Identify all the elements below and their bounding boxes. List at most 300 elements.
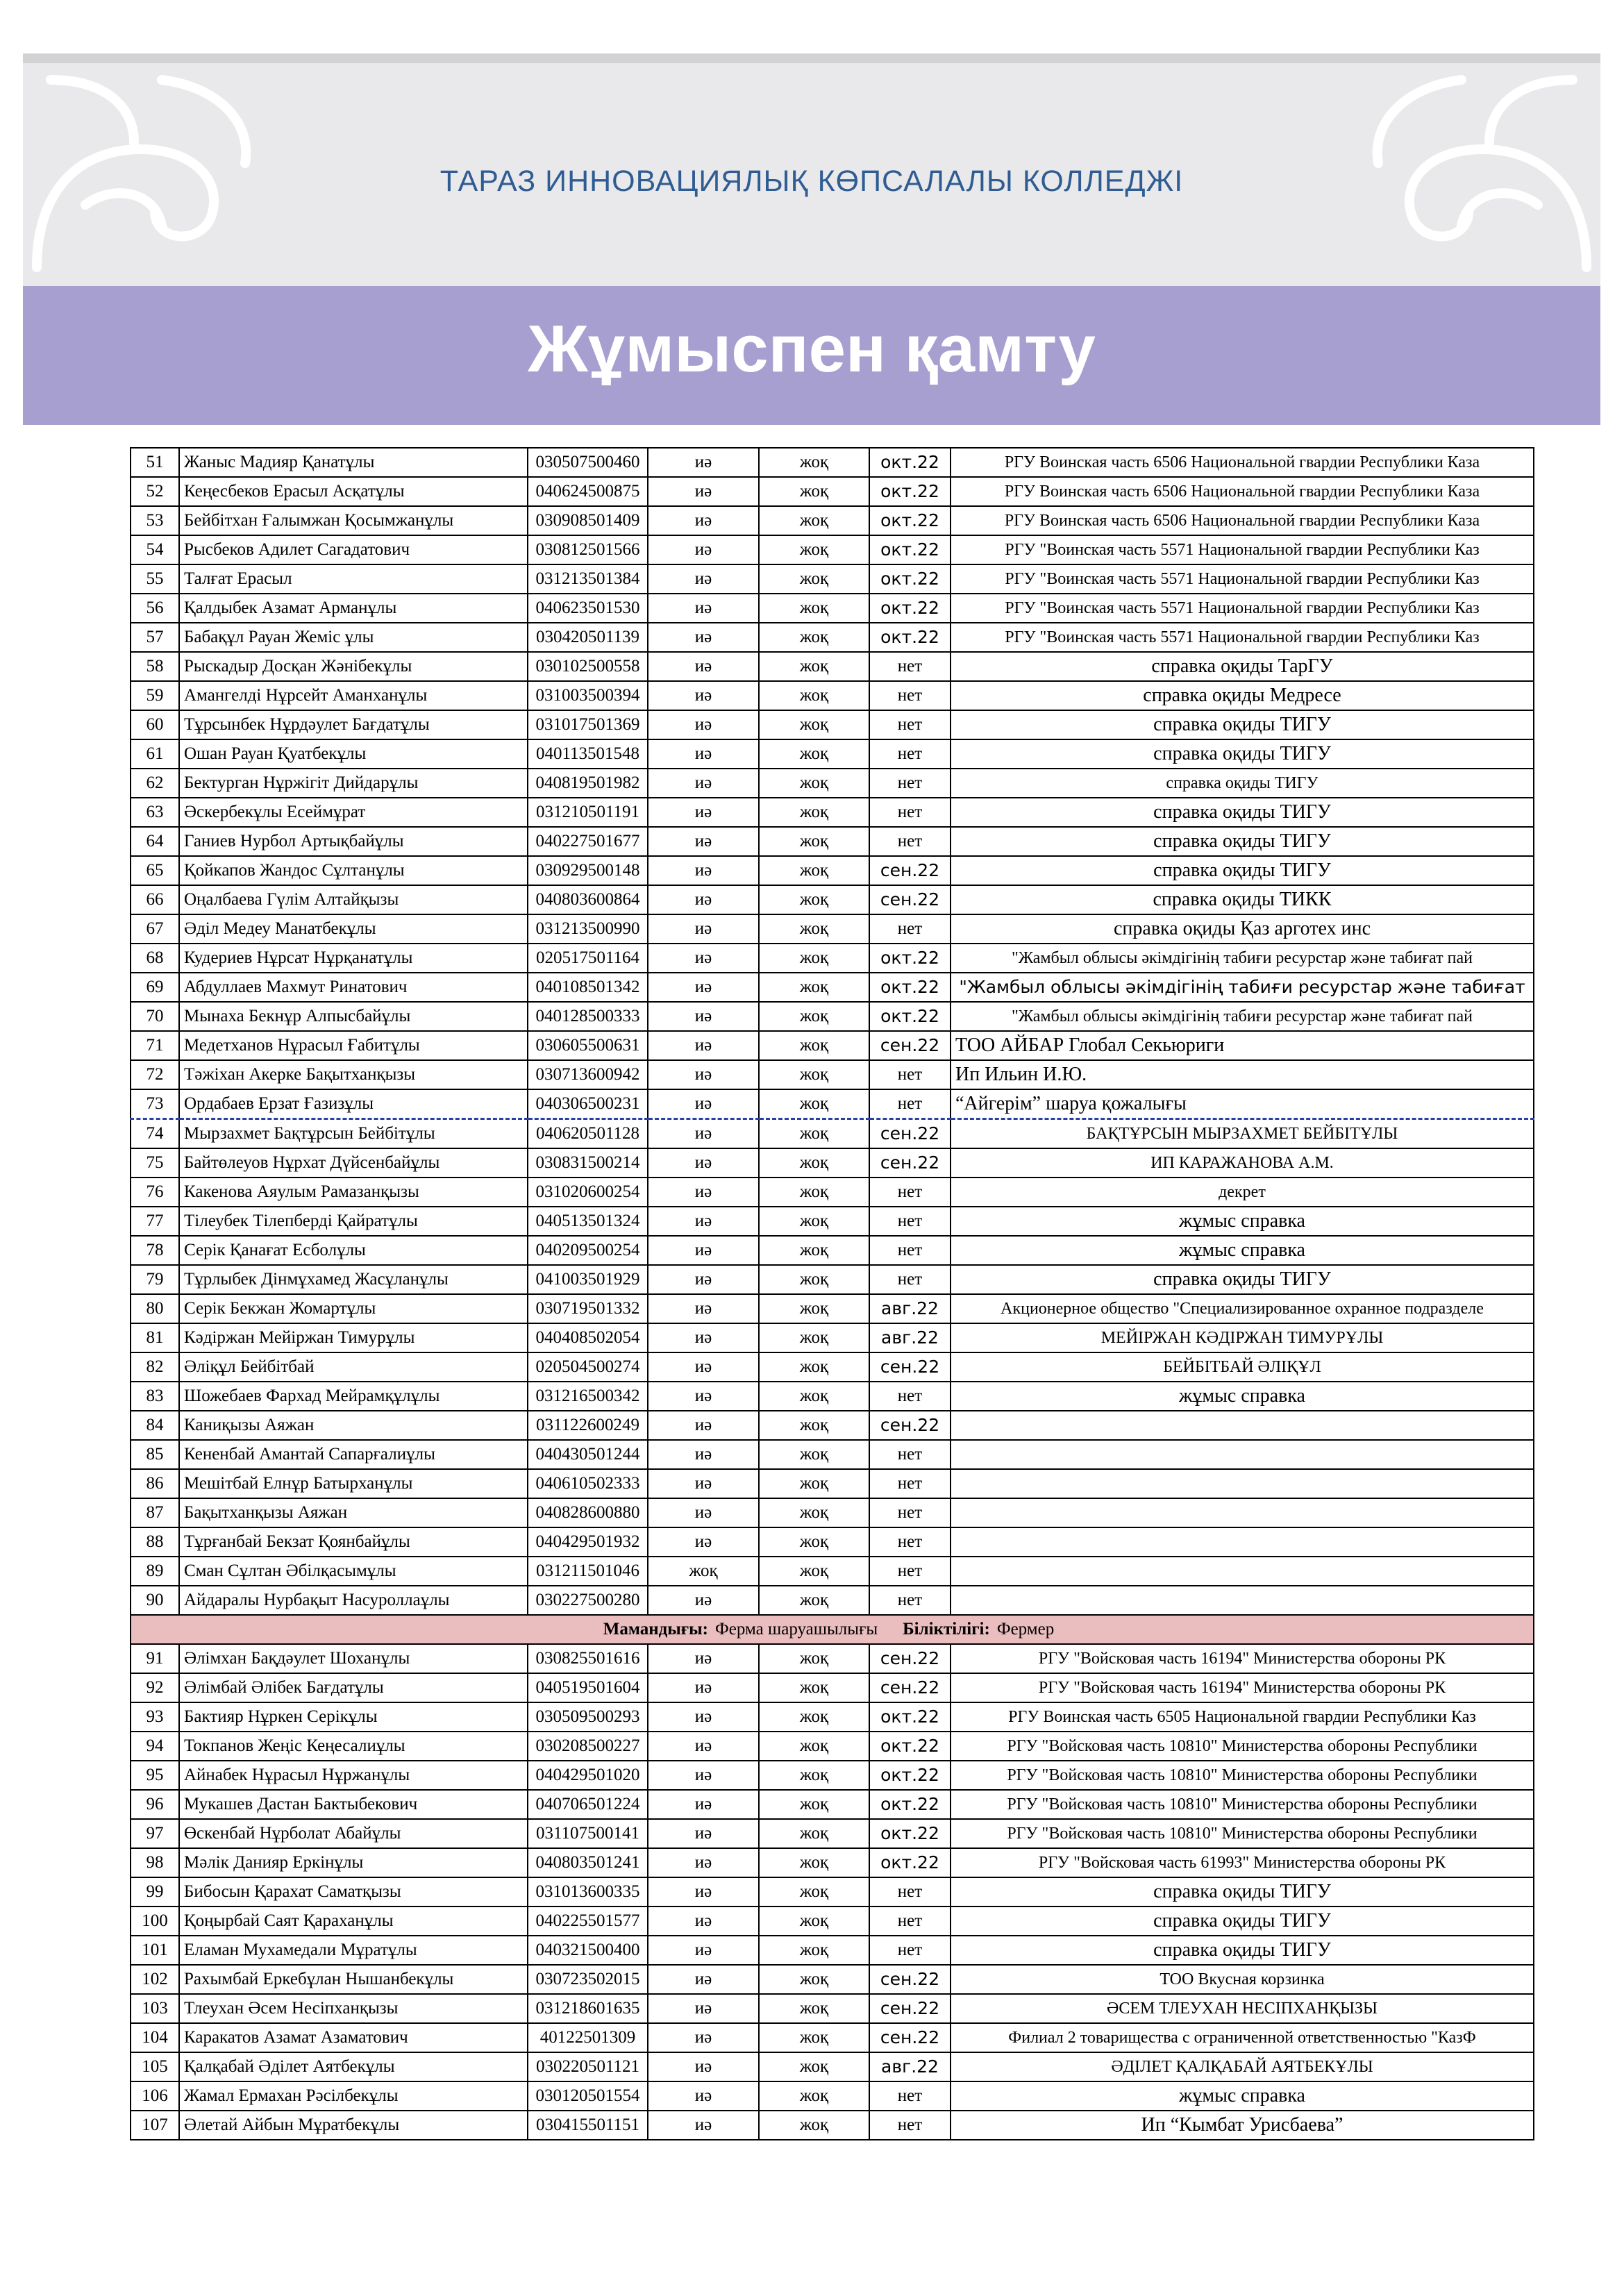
status-a-cell: иә bbox=[648, 1994, 759, 2023]
organization-cell: справка оқиды ТИГУ bbox=[951, 710, 1534, 739]
table-row bbox=[131, 1440, 1534, 1469]
table-row bbox=[131, 506, 1534, 535]
name-cell: Кәдіржан Мейіржан Тимурұлы bbox=[179, 1323, 528, 1352]
organization-cell: жұмыс справка bbox=[951, 1207, 1534, 1236]
organization-cell: справка оқиды Медресе bbox=[951, 681, 1534, 710]
iin-cell: 030507500460 bbox=[528, 448, 648, 477]
status-a-cell: иә bbox=[648, 477, 759, 506]
row-number-cell: 66 bbox=[131, 885, 179, 914]
status-a-cell: иә bbox=[648, 535, 759, 564]
month-cell: сен.22 bbox=[869, 1673, 951, 1702]
status-b-cell: жоқ bbox=[759, 885, 869, 914]
banner-top-stripe bbox=[23, 53, 1600, 63]
name-cell: Тұрлыбек Дінмұхамед Жасұланұлы bbox=[179, 1265, 528, 1294]
iin-cell: 030120501554 bbox=[528, 2081, 648, 2111]
status-a-cell: иә bbox=[648, 914, 759, 944]
iin-cell: 031210501191 bbox=[528, 798, 648, 827]
status-a-cell: иә bbox=[648, 506, 759, 535]
status-b-cell: жоқ bbox=[759, 1411, 869, 1440]
iin-cell: 030415501151 bbox=[528, 2111, 648, 2140]
name-cell: Мырзахмет Бақтұрсын Бейбітұлы bbox=[179, 1119, 528, 1149]
month-cell: сен.22 bbox=[869, 1644, 951, 1673]
month-cell: сен.22 bbox=[869, 856, 951, 885]
month-cell: окт.22 bbox=[869, 623, 951, 652]
month-cell: нет bbox=[869, 1877, 951, 1907]
month-cell: окт.22 bbox=[869, 564, 951, 594]
iin-cell: 030719501332 bbox=[528, 1294, 648, 1323]
month-cell: нет bbox=[869, 2111, 951, 2140]
organization-cell: РГУ "Войсковая часть 10810" Министерства обороны Республики bbox=[951, 1732, 1534, 1761]
row-number-cell: 71 bbox=[131, 1031, 179, 1060]
organization-cell: РГУ "Войсковая часть 10810" Министерства обороны Республики bbox=[951, 1790, 1534, 1819]
status-a-cell: иә bbox=[648, 1732, 759, 1761]
table-row bbox=[131, 1761, 1534, 1790]
organization-cell: жұмыс справка bbox=[951, 2081, 1534, 2111]
iin-cell: 031122600249 bbox=[528, 1411, 648, 1440]
table-row bbox=[131, 1702, 1534, 1732]
table-row bbox=[131, 1848, 1534, 1877]
organization-cell: РГУ Воинская часть 6506 Национальной гвардии Республики Каза bbox=[951, 448, 1534, 477]
organization-cell: БЕЙБІТБАЙ ӘЛІҚҰЛ bbox=[951, 1352, 1534, 1382]
month-cell: окт.22 bbox=[869, 477, 951, 506]
iin-cell: 031213500990 bbox=[528, 914, 648, 944]
table-row bbox=[131, 448, 1534, 477]
month-cell: нет bbox=[869, 1060, 951, 1089]
month-cell: сен.22 bbox=[869, 1994, 951, 2023]
status-a-cell: иә bbox=[648, 1702, 759, 1732]
row-number-cell: 89 bbox=[131, 1557, 179, 1586]
iin-cell: 030723502015 bbox=[528, 1965, 648, 1994]
month-cell: нет bbox=[869, 1089, 951, 1119]
month-cell: нет bbox=[869, 1586, 951, 1615]
row-number-cell: 97 bbox=[131, 1819, 179, 1848]
row-number-cell: 79 bbox=[131, 1265, 179, 1294]
organization-cell: справка оқиды ТИГУ bbox=[951, 856, 1534, 885]
status-b-cell: жоқ bbox=[759, 2023, 869, 2052]
status-b-cell: жоқ bbox=[759, 2111, 869, 2140]
status-b-cell: жоқ bbox=[759, 535, 869, 564]
status-a-cell: иә bbox=[648, 827, 759, 856]
name-cell: Еламан Мухамедали Мұратұлы bbox=[179, 1936, 528, 1965]
status-a-cell: иә bbox=[648, 739, 759, 769]
row-number-cell: 105 bbox=[131, 2052, 179, 2081]
name-cell: Мәлік Данияр Еркінұлы bbox=[179, 1848, 528, 1877]
status-b-cell: жоқ bbox=[759, 1936, 869, 1965]
month-cell: нет bbox=[869, 1557, 951, 1586]
name-cell: Токпанов Жеңіс Кеңесалиұлы bbox=[179, 1732, 528, 1761]
iin-cell: 040513501324 bbox=[528, 1207, 648, 1236]
table-row bbox=[131, 827, 1534, 856]
row-number-cell: 53 bbox=[131, 506, 179, 535]
month-cell: нет bbox=[869, 1178, 951, 1207]
month-cell: нет bbox=[869, 827, 951, 856]
table-row bbox=[131, 798, 1534, 827]
status-a-cell: иә bbox=[648, 1761, 759, 1790]
status-a-cell: иә bbox=[648, 1207, 759, 1236]
organization-cell: МЕЙІРЖАН КӘДІРЖАН ТИМУРҰЛЫ bbox=[951, 1323, 1534, 1352]
month-cell: сен.22 bbox=[869, 885, 951, 914]
name-cell: Рахымбай Еркебұлан Нышанбекұлы bbox=[179, 1965, 528, 1994]
name-cell: Мешітбай Елнұр Батырханұлы bbox=[179, 1469, 528, 1498]
status-b-cell: жоқ bbox=[759, 681, 869, 710]
iin-cell: 40122501309 bbox=[528, 2023, 648, 2052]
name-cell: Жаныс Мадияр Қанатұлы bbox=[179, 448, 528, 477]
iin-cell: 031107500141 bbox=[528, 1819, 648, 1848]
row-number-cell: 106 bbox=[131, 2081, 179, 2111]
iin-cell: 030208500227 bbox=[528, 1732, 648, 1761]
month-cell: нет bbox=[869, 1907, 951, 1936]
iin-cell: 031211501046 bbox=[528, 1557, 648, 1586]
row-number-cell: 60 bbox=[131, 710, 179, 739]
month-cell: нет bbox=[869, 769, 951, 798]
iin-cell: 040620501128 bbox=[528, 1119, 648, 1149]
table-row bbox=[131, 594, 1534, 623]
organization-cell: РГУ Воинская часть 6506 Национальной гвардии Республики Каза bbox=[951, 477, 1534, 506]
status-a-cell: иә bbox=[648, 1411, 759, 1440]
name-cell: Серік Қанағат Есболұлы bbox=[179, 1236, 528, 1265]
table-row bbox=[131, 973, 1534, 1002]
iin-cell: 031213501384 bbox=[528, 564, 648, 594]
iin-cell: 040429501932 bbox=[528, 1527, 648, 1557]
organization-cell: Ип “Кымбат Урисбаева” bbox=[951, 2111, 1534, 2140]
status-a-cell: иә bbox=[648, 448, 759, 477]
status-b-cell: жоқ bbox=[759, 1469, 869, 1498]
iin-cell: 040803600864 bbox=[528, 885, 648, 914]
organization-cell: "Жамбыл облысы әкімдігінің табиғи ресурстар және табиғат пай bbox=[951, 944, 1534, 973]
status-b-cell: жоқ bbox=[759, 1382, 869, 1411]
table-row bbox=[131, 1236, 1534, 1265]
status-b-cell: жоқ bbox=[759, 1907, 869, 1936]
month-cell: авг.22 bbox=[869, 1294, 951, 1323]
section-label1: Мамандығы: bbox=[603, 1620, 709, 1639]
status-a-cell: иә bbox=[648, 1673, 759, 1702]
row-number-cell: 85 bbox=[131, 1440, 179, 1469]
name-cell: Бейбітхан Ғалымжан Қосымжанұлы bbox=[179, 506, 528, 535]
name-cell: Байтөлеуов Нұрхат Дүйсенбайұлы bbox=[179, 1148, 528, 1178]
name-cell: Кеңесбеков Ерасыл Асқатұлы bbox=[179, 477, 528, 506]
name-cell: Әскербекұлы Есеймұрат bbox=[179, 798, 528, 827]
iin-cell: 040113501548 bbox=[528, 739, 648, 769]
status-b-cell: жоқ bbox=[759, 1119, 869, 1149]
status-a-cell: иә bbox=[648, 973, 759, 1002]
organization-cell: Ип Ильин И.Ю. bbox=[951, 1060, 1534, 1089]
month-cell: нет bbox=[869, 681, 951, 710]
table-row bbox=[131, 769, 1534, 798]
status-a-cell: иә bbox=[648, 1819, 759, 1848]
table-row bbox=[131, 652, 1534, 681]
row-number-cell: 65 bbox=[131, 856, 179, 885]
name-cell: Каниқызы Аяжан bbox=[179, 1411, 528, 1440]
status-b-cell: жоқ bbox=[759, 1732, 869, 1761]
row-number-cell: 62 bbox=[131, 769, 179, 798]
month-cell: окт.22 bbox=[869, 535, 951, 564]
table-row bbox=[131, 564, 1534, 594]
name-cell: Рысбеков Адилет Сагадатович bbox=[179, 535, 528, 564]
table-row bbox=[131, 1644, 1534, 1673]
organization-cell: РГУ "Войсковая часть 16194" Министерства обороны РК bbox=[951, 1644, 1534, 1673]
row-number-cell: 74 bbox=[131, 1119, 179, 1149]
status-a-cell: иә bbox=[648, 1060, 759, 1089]
row-number-cell: 93 bbox=[131, 1702, 179, 1732]
row-number-cell: 57 bbox=[131, 623, 179, 652]
status-b-cell: жоқ bbox=[759, 2081, 869, 2111]
status-b-cell: жоқ bbox=[759, 914, 869, 944]
table-row bbox=[131, 1002, 1534, 1031]
status-a-cell: иә bbox=[648, 1936, 759, 1965]
section-label2: Біліктілігі: bbox=[903, 1620, 990, 1639]
status-b-cell: жоқ bbox=[759, 1323, 869, 1352]
status-a-cell: иә bbox=[648, 1031, 759, 1060]
iin-cell: 040209500254 bbox=[528, 1236, 648, 1265]
table-row bbox=[131, 477, 1534, 506]
iin-cell: 040430501244 bbox=[528, 1440, 648, 1469]
row-number-cell: 72 bbox=[131, 1060, 179, 1089]
row-number-cell: 55 bbox=[131, 564, 179, 594]
name-cell: Тұрғанбай Бекзат Қоянбайұлы bbox=[179, 1527, 528, 1557]
status-a-cell: иә bbox=[648, 1148, 759, 1178]
iin-cell: 020504500274 bbox=[528, 1352, 648, 1382]
row-number-cell: 82 bbox=[131, 1352, 179, 1382]
name-cell: Тлеухан Әсем Несіпханқызы bbox=[179, 1994, 528, 2023]
iin-cell: 040803501241 bbox=[528, 1848, 648, 1877]
organization-cell: "Жамбыл облысы әкімдігінің табиғи ресурстар және табиғат пай bbox=[951, 1002, 1534, 1031]
iin-cell: 040225501577 bbox=[528, 1907, 648, 1936]
name-cell: Жамал Ермахан Рәсілбекұлы bbox=[179, 2081, 528, 2111]
status-a-cell: иә bbox=[648, 681, 759, 710]
organization-cell: справка оқиды ТИГУ bbox=[951, 1265, 1534, 1294]
status-a-cell: иә bbox=[648, 1440, 759, 1469]
table-row bbox=[131, 2052, 1534, 2081]
organization-cell: РГУ "Войсковая часть 10810" Министерства обороны Республики bbox=[951, 1819, 1534, 1848]
organization-cell: справка оқиды ТИГУ bbox=[951, 739, 1534, 769]
month-cell: нет bbox=[869, 1440, 951, 1469]
organization-cell: ТОО АЙБАР Глобал Секьюриги bbox=[951, 1031, 1534, 1060]
organization-cell: справка оқиды ТарГУ bbox=[951, 652, 1534, 681]
row-number-cell: 64 bbox=[131, 827, 179, 856]
name-cell: Әлімбай Әлібек Бағдатұлы bbox=[179, 1673, 528, 1702]
iin-cell: 030220501121 bbox=[528, 2052, 648, 2081]
status-b-cell: жоқ bbox=[759, 1148, 869, 1178]
table-row bbox=[131, 856, 1534, 885]
table-row bbox=[131, 1994, 1534, 2023]
status-b-cell: жоқ bbox=[759, 1498, 869, 1527]
table-row bbox=[131, 1382, 1534, 1411]
iin-cell: 030812501566 bbox=[528, 535, 648, 564]
row-number-cell: 70 bbox=[131, 1002, 179, 1031]
name-cell: Бибосын Қарахат Саматқызы bbox=[179, 1877, 528, 1907]
name-cell: Мынаха Бекнұр Алпысбайұлы bbox=[179, 1002, 528, 1031]
organization-cell bbox=[951, 1411, 1534, 1440]
name-cell: Ганиев Нурбол Артықбайұлы bbox=[179, 827, 528, 856]
status-b-cell: жоқ bbox=[759, 1702, 869, 1732]
status-b-cell: жоқ bbox=[759, 623, 869, 652]
name-cell: Әлетай Айбын Мұратбекұлы bbox=[179, 2111, 528, 2140]
name-cell: Кудериев Нұрсат Нұрқанатұлы bbox=[179, 944, 528, 973]
row-number-cell: 88 bbox=[131, 1527, 179, 1557]
table-row bbox=[131, 2023, 1534, 2052]
table-row bbox=[131, 1352, 1534, 1382]
organization-cell: РГУ "Воинская часть 5571 Национальной гвардии Республики Каз bbox=[951, 594, 1534, 623]
row-number-cell: 59 bbox=[131, 681, 179, 710]
month-cell: окт.22 bbox=[869, 594, 951, 623]
status-b-cell: жоқ bbox=[759, 1877, 869, 1907]
month-cell: нет bbox=[869, 1498, 951, 1527]
status-b-cell: жоқ bbox=[759, 652, 869, 681]
status-b-cell: жоқ bbox=[759, 1819, 869, 1848]
table-row bbox=[131, 1119, 1534, 1149]
organization-cell: БАҚТҰРСЫН МЫРЗАХМЕТ БЕЙБІТҰЛЫ bbox=[951, 1119, 1534, 1149]
table-row bbox=[131, 1031, 1534, 1060]
organization-cell: ӘДІЛЕТ ҚАЛҚАБАЙ АЯТБЕКҰЛЫ bbox=[951, 2052, 1534, 2081]
month-cell: окт.22 bbox=[869, 1702, 951, 1732]
status-b-cell: жоқ bbox=[759, 856, 869, 885]
status-b-cell: жоқ bbox=[759, 769, 869, 798]
table-row bbox=[131, 1936, 1534, 1965]
row-number-cell: 101 bbox=[131, 1936, 179, 1965]
table-row bbox=[131, 1673, 1534, 1702]
month-cell: нет bbox=[869, 652, 951, 681]
name-cell: Сман Сұлтан Әбілқасымұлы bbox=[179, 1557, 528, 1586]
section-value1: Ферма шаруашылығы bbox=[715, 1620, 878, 1639]
table-row bbox=[131, 1732, 1534, 1761]
status-b-cell: жоқ bbox=[759, 1761, 869, 1790]
table-row bbox=[131, 739, 1534, 769]
month-cell: окт.22 bbox=[869, 973, 951, 1002]
table-row bbox=[131, 1148, 1534, 1178]
name-cell: Қоңырбай Саят Қараханұлы bbox=[179, 1907, 528, 1936]
month-cell: окт.22 bbox=[869, 1002, 951, 1031]
status-a-cell: иә bbox=[648, 885, 759, 914]
row-number-cell: 90 bbox=[131, 1586, 179, 1615]
organization-cell: справка оқиды ТИГУ bbox=[951, 798, 1534, 827]
iin-cell: 030908501409 bbox=[528, 506, 648, 535]
status-a-cell: иә bbox=[648, 1848, 759, 1877]
name-cell: Тілеубек Тілепберді Қайратұлы bbox=[179, 1207, 528, 1236]
iin-cell: 020517501164 bbox=[528, 944, 648, 973]
table-row bbox=[131, 914, 1534, 944]
name-cell: Бақытханқызы Аяжан bbox=[179, 1498, 528, 1527]
status-b-cell: жоқ bbox=[759, 1089, 869, 1119]
name-cell: Тұрсынбек Нұрдәулет Бағдатұлы bbox=[179, 710, 528, 739]
iin-cell: 041003501929 bbox=[528, 1265, 648, 1294]
row-number-cell: 73 bbox=[131, 1089, 179, 1119]
status-a-cell: иә bbox=[648, 1586, 759, 1615]
organization-cell: справка оқиды ТИГУ bbox=[951, 769, 1534, 798]
employment-table bbox=[130, 447, 1534, 2140]
status-a-cell: иә bbox=[648, 1382, 759, 1411]
status-b-cell: жоқ bbox=[759, 1060, 869, 1089]
iin-cell: 030102500558 bbox=[528, 652, 648, 681]
iin-cell: 040623501530 bbox=[528, 594, 648, 623]
iin-cell: 030605500631 bbox=[528, 1031, 648, 1060]
row-number-cell: 77 bbox=[131, 1207, 179, 1236]
status-a-cell: иә bbox=[648, 2081, 759, 2111]
iin-cell: 030227500280 bbox=[528, 1586, 648, 1615]
status-b-cell: жоқ bbox=[759, 944, 869, 973]
organization-cell: РГУ "Войсковая часть 10810" Министерства обороны Республики bbox=[951, 1761, 1534, 1790]
status-a-cell: иә bbox=[648, 1527, 759, 1557]
status-b-cell: жоқ bbox=[759, 1965, 869, 1994]
status-b-cell: жоқ bbox=[759, 594, 869, 623]
status-a-cell: иә bbox=[648, 2052, 759, 2081]
iin-cell: 030713600942 bbox=[528, 1060, 648, 1089]
table-row bbox=[131, 1323, 1534, 1352]
row-number-cell: 94 bbox=[131, 1732, 179, 1761]
organization-cell: ӘСЕМ ТЛЕУХАН НЕСІПХАНҚЫЗЫ bbox=[951, 1994, 1534, 2023]
organization-cell: РГУ "Войсковая часть 61993" Министерства обороны РК bbox=[951, 1848, 1534, 1877]
status-a-cell: иә bbox=[648, 710, 759, 739]
month-cell: нет bbox=[869, 1265, 951, 1294]
month-cell: нет bbox=[869, 1469, 951, 1498]
iin-cell: 040108501342 bbox=[528, 973, 648, 1002]
row-number-cell: 56 bbox=[131, 594, 179, 623]
name-cell: Қалқабай Әділет Аятбекұлы bbox=[179, 2052, 528, 2081]
name-cell: Қойкапов Жандос Сұлтанұлы bbox=[179, 856, 528, 885]
status-a-cell: иә bbox=[648, 2111, 759, 2140]
row-number-cell: 51 bbox=[131, 448, 179, 477]
name-cell: Өскенбай Нұрболат Абайұлы bbox=[179, 1819, 528, 1848]
iin-cell: 030831500214 bbox=[528, 1148, 648, 1178]
name-cell: Оңалбаева Гүлім Алтайқызы bbox=[179, 885, 528, 914]
row-number-cell: 58 bbox=[131, 652, 179, 681]
row-number-cell: 68 bbox=[131, 944, 179, 973]
status-a-cell: иә bbox=[648, 1644, 759, 1673]
organization-cell bbox=[951, 1469, 1534, 1498]
status-a-cell: иә bbox=[648, 2023, 759, 2052]
title-band bbox=[23, 286, 1600, 425]
month-cell: сен.22 bbox=[869, 1411, 951, 1440]
table-row bbox=[131, 2081, 1534, 2111]
row-number-cell: 103 bbox=[131, 1994, 179, 2023]
organization-cell: “Айгерім” шаруа қожалығы bbox=[951, 1089, 1534, 1119]
month-cell: нет bbox=[869, 1207, 951, 1236]
status-b-cell: жоқ bbox=[759, 1644, 869, 1673]
status-a-cell: иә bbox=[648, 652, 759, 681]
month-cell: сен.22 bbox=[869, 1352, 951, 1382]
iin-cell: 031216500342 bbox=[528, 1382, 648, 1411]
iin-cell: 031017501369 bbox=[528, 710, 648, 739]
row-number-cell: 104 bbox=[131, 2023, 179, 2052]
organization-cell: РГУ "Воинская часть 5571 Национальной гвардии Республики Каз bbox=[951, 564, 1534, 594]
status-a-cell: иә bbox=[648, 769, 759, 798]
row-number-cell: 100 bbox=[131, 1907, 179, 1936]
month-cell: окт.22 bbox=[869, 1761, 951, 1790]
status-a-cell: иә bbox=[648, 1790, 759, 1819]
status-b-cell: жоқ bbox=[759, 1207, 869, 1236]
status-b-cell: жоқ bbox=[759, 506, 869, 535]
iin-cell: 040706501224 bbox=[528, 1790, 648, 1819]
organization-cell: жұмыс справка bbox=[951, 1236, 1534, 1265]
status-a-cell: иә bbox=[648, 1178, 759, 1207]
row-number-cell: 81 bbox=[131, 1323, 179, 1352]
month-cell: сен.22 bbox=[869, 1148, 951, 1178]
name-cell: Ордабаев Ерзат Ғазизұлы bbox=[179, 1089, 528, 1119]
organization-cell: справка оқиды ТИГУ bbox=[951, 1877, 1534, 1907]
table-row bbox=[131, 1411, 1534, 1440]
month-cell: сен.22 bbox=[869, 1119, 951, 1149]
iin-cell: 030929500148 bbox=[528, 856, 648, 885]
status-b-cell: жоқ bbox=[759, 798, 869, 827]
iin-cell: 030825501616 bbox=[528, 1644, 648, 1673]
iin-cell: 031003500394 bbox=[528, 681, 648, 710]
organization-cell: справка оқиды ТИГУ bbox=[951, 827, 1534, 856]
organization-cell: справка оқиды ТИКК bbox=[951, 885, 1534, 914]
month-cell: сен.22 bbox=[869, 1031, 951, 1060]
month-cell: нет bbox=[869, 1527, 951, 1557]
status-a-cell: иә bbox=[648, 944, 759, 973]
status-a-cell: иә bbox=[648, 623, 759, 652]
name-cell: Тәжіхан Акерке Бақытханқызы bbox=[179, 1060, 528, 1089]
